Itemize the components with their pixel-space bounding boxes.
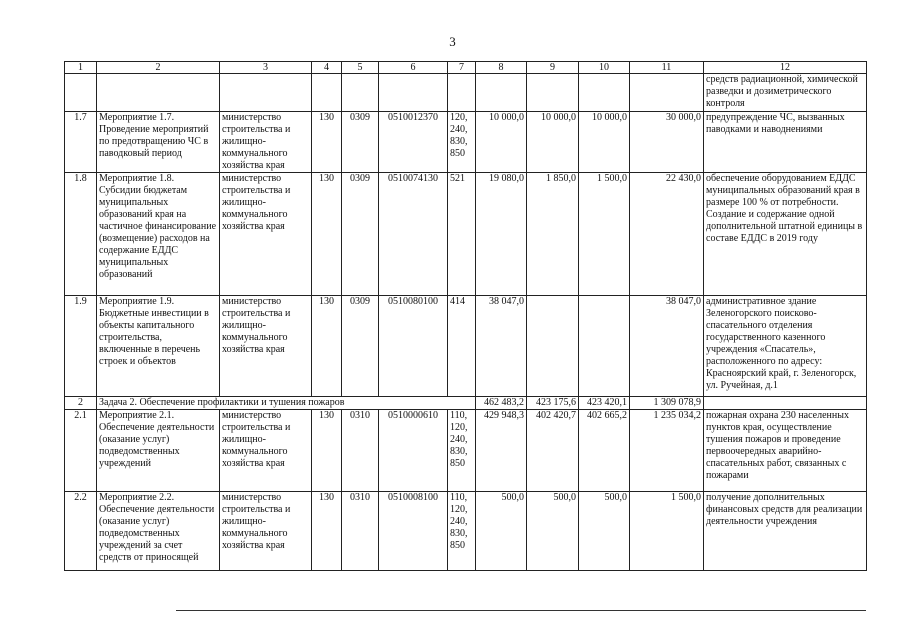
table-row bbox=[65, 410, 867, 492]
column-header: 11 bbox=[630, 62, 704, 74]
cell-result bbox=[704, 397, 867, 410]
cell-vr: 110, 120, 240, 830, 850 bbox=[448, 492, 476, 571]
cell-executor: министерство строительства и жилищно-коммунального хозяйства края bbox=[220, 492, 312, 571]
column-number-row bbox=[65, 62, 867, 74]
cell-amount-1: 10 000,0 bbox=[476, 112, 527, 173]
cell-number: 2 bbox=[65, 397, 97, 410]
cell-vr: 521 bbox=[448, 173, 476, 296]
cell-vr: 120, 240, 830, 850 bbox=[448, 112, 476, 173]
cell-result: получение дополнительных финансовых средств для реализации деятельности учреждения bbox=[704, 492, 867, 571]
cell-amount-3: 423 420,1 bbox=[579, 397, 630, 410]
cell-measure: Мероприятие 2.1. Обеспечение деятельности (оказание услуг) подведомственных учреждений bbox=[97, 410, 220, 492]
cell-csr: 0510080100 bbox=[379, 296, 448, 397]
cell-csr: 0510074130 bbox=[379, 173, 448, 296]
column-header: 8 bbox=[476, 62, 527, 74]
cell-grbs: 130 bbox=[312, 112, 342, 173]
cell-executor: министерство строительства и жилищно-коммунального хозяйства края bbox=[220, 173, 312, 296]
cell-measure: Мероприятие 1.7. Проведение мероприятий по предотвращению ЧС в паводковый период bbox=[97, 112, 220, 173]
table-row bbox=[65, 112, 867, 173]
page-number: 3 bbox=[449, 34, 456, 49]
cell-measure bbox=[97, 74, 220, 112]
cell-amount-3 bbox=[579, 296, 630, 397]
cell-vr: 414 bbox=[448, 296, 476, 397]
cell-amount-1: 500,0 bbox=[476, 492, 527, 571]
cell-executor: министерство строительства и жилищно-коммунального хозяйства края bbox=[220, 112, 312, 173]
budget-table bbox=[64, 61, 867, 571]
cell-executor: министерство строительства и жилищно-коммунального хозяйства края bbox=[220, 410, 312, 492]
table-row bbox=[65, 492, 867, 571]
cell-csr: 0510008100 bbox=[379, 492, 448, 571]
cell-grbs: 130 bbox=[312, 410, 342, 492]
table-row bbox=[65, 173, 867, 296]
cell-rzpr: 0310 bbox=[342, 492, 379, 571]
cell-total: 1 500,0 bbox=[630, 492, 704, 571]
column-header: 12 bbox=[704, 62, 867, 74]
cell-total: 1 235 034,2 bbox=[630, 410, 704, 492]
cell-rzpr: 0309 bbox=[342, 173, 379, 296]
column-header: 2 bbox=[97, 62, 220, 74]
cell-vr bbox=[448, 74, 476, 112]
column-header: 6 bbox=[379, 62, 448, 74]
cell-executor: министерство строительства и жилищно-коммунального хозяйства края bbox=[220, 296, 312, 397]
task-title: Задача 2. Обеспечение профилактики и тушения пожаров bbox=[97, 397, 476, 410]
cell-amount-1: 429 948,3 bbox=[476, 410, 527, 492]
column-header: 1 bbox=[65, 62, 97, 74]
cell-amount-2 bbox=[527, 296, 579, 397]
cell-total: 1 309 078,9 bbox=[630, 397, 704, 410]
cell-amount-2 bbox=[527, 74, 579, 112]
column-header: 3 bbox=[220, 62, 312, 74]
cell-amount-3: 10 000,0 bbox=[579, 112, 630, 173]
cell-total: 30 000,0 bbox=[630, 112, 704, 173]
cell-amount-2: 10 000,0 bbox=[527, 112, 579, 173]
cell-grbs bbox=[312, 74, 342, 112]
cell-amount-3: 402 665,2 bbox=[579, 410, 630, 492]
cell-rzpr: 0309 bbox=[342, 112, 379, 173]
table-row bbox=[65, 296, 867, 397]
cell-measure: Мероприятие 1.8. Субсидии бюджетам муниципальных образований края на частичное финансирование (возмещение) расходов на содержание ЕДДС муниципальных образований bbox=[97, 173, 220, 296]
cell-amount-1: 462 483,2 bbox=[476, 397, 527, 410]
cell-amount-2: 1 850,0 bbox=[527, 173, 579, 296]
cell-number: 2.2 bbox=[65, 492, 97, 571]
cell-result: пожарная охрана 230 населенных пунктов края, осуществление тушения пожаров и проведение первоочередных аварийно-спасательных работ, связанных с пожарами bbox=[704, 410, 867, 492]
cell-result: предупреждение ЧС, вызванных паводками и наводнениями bbox=[704, 112, 867, 173]
cell-number: 1.7 bbox=[65, 112, 97, 173]
cell-rzpr: 0309 bbox=[342, 296, 379, 397]
cell-csr bbox=[379, 74, 448, 112]
cell-total bbox=[630, 74, 704, 112]
cell-total: 38 047,0 bbox=[630, 296, 704, 397]
cell-number: 1.8 bbox=[65, 173, 97, 296]
cell-grbs: 130 bbox=[312, 492, 342, 571]
cell-total: 22 430,0 bbox=[630, 173, 704, 296]
cell-number: 1.9 bbox=[65, 296, 97, 397]
footer-rule bbox=[176, 610, 866, 611]
column-header: 4 bbox=[312, 62, 342, 74]
cell-csr: 0510000610 bbox=[379, 410, 448, 492]
cell-result: обеспечение оборудованием ЕДДС муниципальных образований края в размере 100 % от потребности. Создание и содержание одной дополнительной штатной единицы в составе ЕДДС в 2019 году bbox=[704, 173, 867, 296]
cell-number: 2.1 bbox=[65, 410, 97, 492]
column-header: 10 bbox=[579, 62, 630, 74]
column-header: 7 bbox=[448, 62, 476, 74]
cell-csr: 0510012370 bbox=[379, 112, 448, 173]
cell-vr: 110, 120, 240, 830, 850 bbox=[448, 410, 476, 492]
cell-measure: Мероприятие 2.2. Обеспечение деятельности (оказание услуг) подведомственных учреждений за счет средств от приносящей bbox=[97, 492, 220, 571]
cell-rzpr bbox=[342, 74, 379, 112]
cell-amount-2: 500,0 bbox=[527, 492, 579, 571]
cell-amount-2: 402 420,7 bbox=[527, 410, 579, 492]
cell-result: административное здание Зеленогорского поисково-спасательного отделения государственного казенного учреждения «Спасатель», расположенного по адресу: Красноярский край, г. Зеленогорск, ул. Ручейная, д.1 bbox=[704, 296, 867, 397]
cell-rzpr: 0310 bbox=[342, 410, 379, 492]
cell-grbs: 130 bbox=[312, 173, 342, 296]
cell-amount-1: 19 080,0 bbox=[476, 173, 527, 296]
task-row bbox=[65, 397, 867, 410]
cell-grbs: 130 bbox=[312, 296, 342, 397]
cell-amount-1: 38 047,0 bbox=[476, 296, 527, 397]
cell-amount-1 bbox=[476, 74, 527, 112]
cell-amount-2: 423 175,6 bbox=[527, 397, 579, 410]
cell-number bbox=[65, 74, 97, 112]
column-header: 9 bbox=[527, 62, 579, 74]
cell-amount-3 bbox=[579, 74, 630, 112]
cell-executor bbox=[220, 74, 312, 112]
cell-amount-3: 1 500,0 bbox=[579, 173, 630, 296]
table-row bbox=[65, 74, 867, 112]
cell-result: средств радиационной, химической разведки и дозиметрического контроля bbox=[704, 74, 867, 112]
cell-amount-3: 500,0 bbox=[579, 492, 630, 571]
column-header: 5 bbox=[342, 62, 379, 74]
cell-measure: Мероприятие 1.9. Бюджетные инвестиции в объекты капитального строительства, включенные в перечень строек и объектов bbox=[97, 296, 220, 397]
